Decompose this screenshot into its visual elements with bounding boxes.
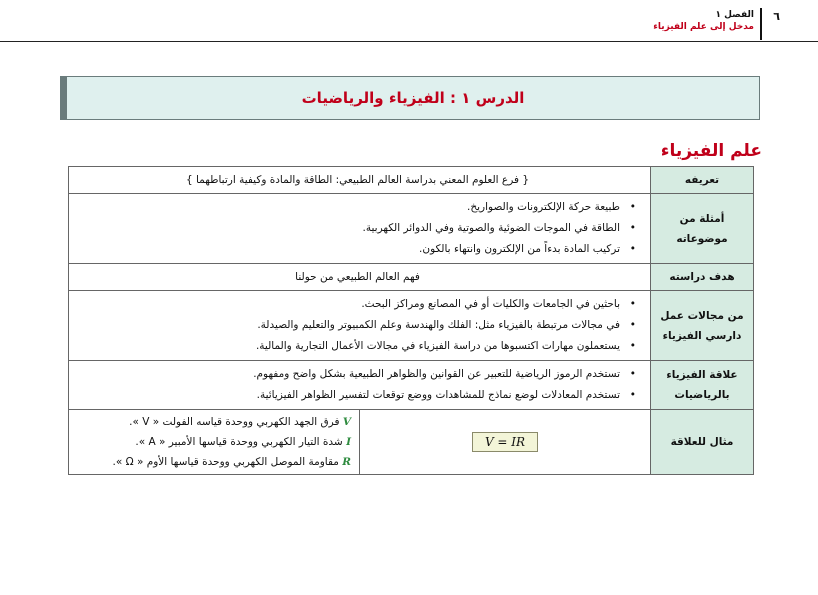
- definition-label: تعريفه: [651, 167, 754, 194]
- example-relation-label: مثال للعلاقة: [651, 410, 754, 475]
- lesson-title: الدرس ١ : الفيزياء والرياضيات: [301, 89, 525, 107]
- page-number: ٦: [773, 10, 780, 23]
- examples-label: أمثلة من موضوعاته: [651, 194, 754, 264]
- math-point: • تستخدم المعادلات لوضع نماذج للمشاهدات ووضع توقعات لتفسير الظواهر الفيزيائية.: [75, 385, 640, 406]
- header-separator: [760, 8, 762, 40]
- math-relation-row: [69, 361, 754, 410]
- variable-line: [77, 432, 351, 452]
- variable-line: [77, 412, 351, 432]
- goal-text: فهم العالم الطبيعي من حولنا: [69, 264, 651, 291]
- example-item: • تركيب المادة بدءاً من الإلكترون وانتهاء بالكون.: [75, 239, 640, 260]
- variable-symbol: V: [342, 416, 351, 428]
- career-item: • يستعملون مهارات اكتسبوها من دراسة الفيزياء في مجالات الأعمال التجارية والمالية.: [75, 336, 640, 357]
- variable-symbol: R: [342, 456, 351, 468]
- variable-symbol: I: [346, 436, 351, 448]
- header-divider: [0, 41, 818, 42]
- careers-label: من مجالات عمل دارسي الفيزياء: [651, 291, 754, 361]
- math-relation-cell: [69, 361, 651, 410]
- careers-row: [69, 291, 754, 361]
- example-item: • الطاقة في الموجات الضوئية والصوتية وفي الدوائر الكهربية.: [75, 218, 640, 239]
- career-item: • باحثين في الجامعات والكليات أو في المصانع ومراكز البحث.: [75, 294, 640, 315]
- formula-cell: [360, 410, 651, 475]
- goal-label: هدف دراسته: [651, 264, 754, 291]
- lesson-title-banner: [60, 76, 760, 120]
- math-relation-label: علاقة الفيزياء بالرياضيات: [651, 361, 754, 410]
- variable-description: فرق الجهد الكهربي ووحدة قياسه الفولت « V ».: [129, 416, 340, 428]
- variable-description: شدة التيار الكهربي ووحدة قياسها الأمبير « A ».: [135, 436, 343, 448]
- example-relation-row: [69, 410, 754, 475]
- variable-line: [77, 452, 351, 472]
- career-item: • في مجالات مرتبطة بالفيزياء مثل: الفلك والهندسة وعلم الكمبيوتر والتعليم والصيدلة.: [75, 315, 640, 336]
- examples-row: [69, 194, 754, 264]
- definition-row: [69, 167, 754, 194]
- variable-description: مقاومة الموصل الكهربي ووحدة قياسها الأوم « Ω ».: [112, 456, 339, 468]
- physics-info-table: [68, 166, 754, 475]
- examples-cell: [69, 194, 651, 264]
- page-header: [580, 8, 780, 38]
- definition-text: { فرع العلوم المعني بدراسة العالم الطبيعي: الطاقة والمادة وكيفية ارتباطهما }: [69, 167, 651, 194]
- careers-cell: [69, 291, 651, 361]
- formula-box: V = IR: [472, 432, 538, 452]
- math-point: • تستخدم الرموز الرياضية للتعبير عن القوانين والظواهر الطبيعية بشكل واضح ومفهوم.: [75, 364, 640, 385]
- section-title: علم الفيزياء: [660, 141, 762, 161]
- example-item: • طبيعة حركة الإلكترونات والصواريخ.: [75, 197, 640, 218]
- chapter-title: الفصل ١: [715, 10, 754, 20]
- chapter-subtitle: مدخل إلى علم الفيزياء: [653, 22, 754, 32]
- goal-row: [69, 264, 754, 291]
- variables-cell: [69, 410, 360, 475]
